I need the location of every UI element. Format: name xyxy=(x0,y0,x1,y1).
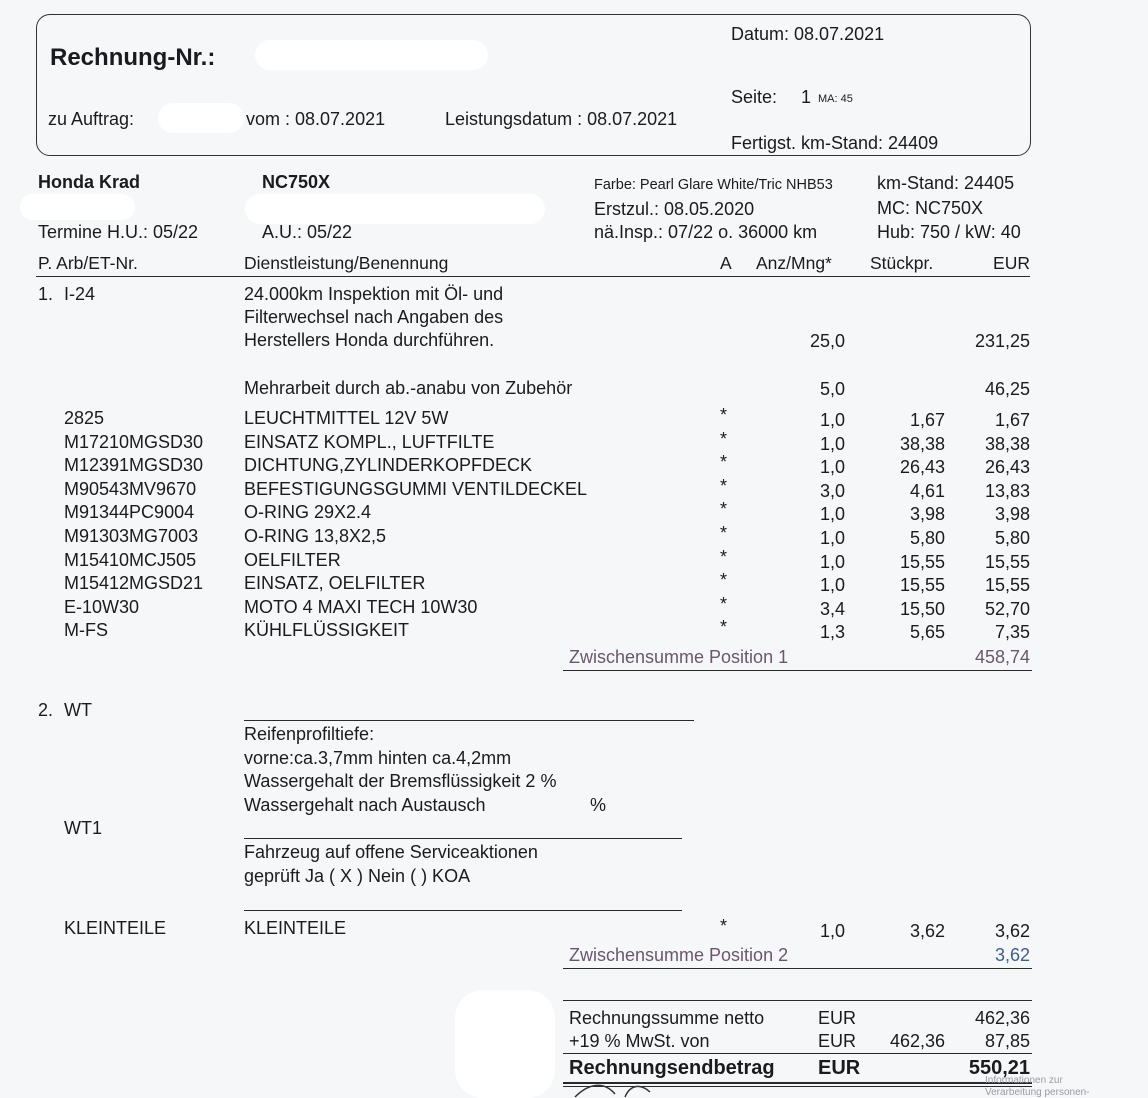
col-a: A xyxy=(720,253,732,273)
part-description: DICHTUNG,ZYLINDERKOPFDECK xyxy=(244,455,533,475)
vehicle-color: Farbe: Pearl Glare White/Tric NHB53 xyxy=(594,177,833,193)
subtotal2-label: Zwischensumme Position 2 xyxy=(569,945,789,965)
redaction-stamp xyxy=(455,990,555,1098)
redaction-order-number xyxy=(158,103,244,133)
part-a-flag: * xyxy=(720,499,728,519)
page-label: Seite: xyxy=(731,87,778,107)
part-description: OELFILTER xyxy=(244,550,341,570)
part-description: KÜHLFLÜSSIGKEIT xyxy=(244,620,410,640)
ma-code: MA: 45 xyxy=(818,93,853,105)
labor-quantity: 25,0 xyxy=(809,331,845,351)
part-a-flag: * xyxy=(720,594,728,614)
invoice-number-label: Rechnung-Nr.: xyxy=(50,44,216,71)
section1-desc-line: 24.000km Inspektion mit Öl- und xyxy=(244,284,504,304)
part-quantity: 3,4 xyxy=(819,599,845,619)
part-unit-price: 26,43 xyxy=(899,457,945,477)
part-unit-price: 38,38 xyxy=(899,434,945,454)
part-unit-price: 15,50 xyxy=(899,599,945,619)
redaction-vin xyxy=(245,194,545,224)
redaction-invoice-number xyxy=(255,40,488,70)
after-change-label: Wassergehalt nach Austausch xyxy=(244,795,486,815)
order-label: zu Auftrag: xyxy=(48,109,135,129)
section2-code2: WT1 xyxy=(64,818,102,838)
part-description: EINSATZ KOMPL., LUFTFILTE xyxy=(244,432,495,452)
first-registration: Erstzul.: 08.05.2020 xyxy=(594,199,755,219)
next-inspection: nä.Insp.: 07/22 o. 36000 km xyxy=(594,222,818,242)
part-a-flag: * xyxy=(720,617,728,637)
part-number: M17210MGSD30 xyxy=(64,432,204,452)
vehicle-model: NC750X xyxy=(262,172,331,192)
part-number: M91303MG7003 xyxy=(64,526,199,546)
subtotal2-underline xyxy=(563,968,1032,969)
subtotal1-value: 458,74 xyxy=(974,647,1030,667)
col-quantity: Anz/Mng* xyxy=(756,253,832,273)
part-total: 15,55 xyxy=(984,552,1030,572)
part-total: 13,83 xyxy=(984,481,1030,501)
wt1-rule xyxy=(244,838,682,839)
section2-code: WT xyxy=(64,700,92,720)
section1-desc-line: Filterwechsel nach Angaben des xyxy=(244,307,504,327)
after-change-unit: % xyxy=(590,795,607,815)
wt-rule-top xyxy=(244,720,694,721)
section1-desc-line: Herstellers Honda durchführen. xyxy=(244,330,495,350)
part-quantity: 1,0 xyxy=(819,504,845,524)
col-eur: EUR xyxy=(993,253,1030,273)
part-number: M91344PC9004 xyxy=(64,502,195,522)
net-value: 462,36 xyxy=(974,1008,1030,1028)
part-a-flag: * xyxy=(720,570,728,590)
vat-label: +19 % MwSt. von xyxy=(569,1031,710,1051)
small-parts-unit: 3,62 xyxy=(909,921,945,941)
vat-currency: EUR xyxy=(818,1031,857,1051)
vehicle-make: Honda Krad xyxy=(38,172,141,192)
redaction-plate xyxy=(20,194,135,220)
small-parts-desc: KLEINTEILE xyxy=(244,918,347,938)
small-parts-code: KLEINTEILE xyxy=(64,918,167,938)
final-value: 550,21 xyxy=(968,1057,1030,1079)
part-unit-price: 1,67 xyxy=(909,410,945,430)
part-a-flag: * xyxy=(720,547,728,567)
service-actions-line2: geprüft Ja ( X ) Nein ( ) KOA xyxy=(244,866,471,886)
part-quantity: 1,0 xyxy=(819,457,845,477)
part-unit-price: 4,61 xyxy=(909,481,945,501)
part-a-flag: * xyxy=(720,452,728,472)
part-number: M90543MV9670 xyxy=(64,479,197,499)
part-total: 38,38 xyxy=(984,434,1030,454)
col-description: Dienstleistung/Benennung xyxy=(244,253,449,273)
part-total: 52,70 xyxy=(984,599,1030,619)
small-parts-a: * xyxy=(720,916,728,936)
order-date: vom : 08.07.2021 xyxy=(246,109,386,129)
invoice-date: Datum: 08.07.2021 xyxy=(731,24,885,44)
part-unit-price: 3,98 xyxy=(909,504,945,524)
col-unit-price: Stückpr. xyxy=(870,253,934,273)
part-description: EINSATZ, OELFILTER xyxy=(244,573,426,593)
part-number: M15412MGSD21 xyxy=(64,573,204,593)
service-actions-line1: Fahrzeug auf offene Serviceaktionen xyxy=(244,842,538,862)
final-label: Rechnungsendbetrag xyxy=(569,1057,775,1079)
part-description: MOTO 4 MAXI TECH 10W30 xyxy=(244,597,478,617)
part-quantity: 1,3 xyxy=(819,622,845,642)
part-number: M15410MCJ505 xyxy=(64,550,197,570)
part-a-flag: * xyxy=(720,523,728,543)
part-description: O-RING 29X2.4 xyxy=(244,502,372,522)
part-unit-price: 15,55 xyxy=(899,552,945,572)
tire-values: vorne:ca.3,7mm hinten ca.4,2mm xyxy=(244,748,512,768)
signature-scribble xyxy=(570,1080,680,1098)
part-description: O-RING 13,8X2,5 xyxy=(244,526,387,546)
section1-number: 1. xyxy=(38,284,54,304)
part-number: 2825 xyxy=(64,408,105,428)
wt-rule-bottom xyxy=(244,910,682,911)
small-parts-total: 3,62 xyxy=(994,921,1030,941)
hub-kw: Hub: 750 / kW: 40 xyxy=(877,222,1021,242)
net-label: Rechnungssumme netto xyxy=(569,1008,765,1028)
au-date: A.U.: 05/22 xyxy=(262,222,353,242)
subtotal1-underline xyxy=(563,670,1032,671)
part-total: 5,80 xyxy=(994,528,1030,548)
subtotal2-value: 3,62 xyxy=(994,945,1030,965)
vehicle-km: km-Stand: 24405 xyxy=(877,173,1015,193)
col-position: P. Arb/ET-Nr. xyxy=(38,253,138,273)
vat-value: 87,85 xyxy=(984,1031,1030,1051)
final-currency: EUR xyxy=(818,1057,861,1079)
part-number: E-10W30 xyxy=(64,597,140,617)
part-quantity: 1,0 xyxy=(819,528,845,548)
brake-fluid-water: Wassergehalt der Bremsflüssigkeit 2 % xyxy=(244,771,557,791)
part-total: 15,55 xyxy=(984,575,1030,595)
totals-rule xyxy=(563,1000,1032,1001)
section1-code: I-24 xyxy=(64,284,96,304)
subtotal1-label: Zwischensumme Position 1 xyxy=(569,647,789,667)
footer-note-line1: Informationen zur xyxy=(985,1075,1063,1086)
part-number: M12391MGSD30 xyxy=(64,455,204,475)
vat-base: 462,36 xyxy=(889,1031,945,1051)
part-a-flag: * xyxy=(720,476,728,496)
part-unit-price: 5,80 xyxy=(909,528,945,548)
part-total: 7,35 xyxy=(994,622,1030,642)
part-total: 3,98 xyxy=(994,504,1030,524)
part-description: LEUCHTMITTEL 12V 5W xyxy=(244,408,449,428)
part-description: BEFESTIGUNGSGUMMI VENTILDECKEL xyxy=(244,479,588,499)
tire-label: Reifenprofiltiefe: xyxy=(244,724,375,744)
page-number: 1 xyxy=(801,87,812,107)
part-quantity: 3,0 xyxy=(819,481,845,501)
part-a-flag: * xyxy=(720,405,728,425)
vehicle-mc: MC: NC750X xyxy=(877,198,984,218)
part-quantity: 1,0 xyxy=(819,410,845,430)
part-quantity: 1,0 xyxy=(819,575,845,595)
final-km: Fertigst. km-Stand: 24409 xyxy=(731,133,939,153)
part-a-flag: * xyxy=(720,429,728,449)
service-date: Leistungsdatum : 08.07.2021 xyxy=(445,109,678,129)
small-parts-qty: 1,0 xyxy=(819,921,845,941)
part-unit-price: 15,55 xyxy=(899,575,945,595)
part-total: 26,43 xyxy=(984,457,1030,477)
section2-number: 2. xyxy=(38,700,54,720)
part-quantity: 1,0 xyxy=(819,434,845,454)
labor-total: 231,25 xyxy=(974,331,1030,351)
final-rule-top xyxy=(563,1053,1032,1054)
extra-work-total: 46,25 xyxy=(984,379,1030,399)
extra-work-quantity: 5,0 xyxy=(819,379,845,399)
footer-note-line2: Verarbeitung personen- xyxy=(985,1087,1090,1098)
net-currency: EUR xyxy=(818,1008,857,1028)
part-total: 1,67 xyxy=(994,410,1030,430)
hu-date: Termine H.U.: 05/22 xyxy=(38,222,199,242)
extra-work-desc: Mehrarbeit durch ab.-anabu von Zubehör xyxy=(244,378,573,398)
header-divider xyxy=(36,276,1030,277)
part-number: M-FS xyxy=(64,620,108,640)
part-unit-price: 5,65 xyxy=(909,622,945,642)
part-quantity: 1,0 xyxy=(819,552,845,572)
